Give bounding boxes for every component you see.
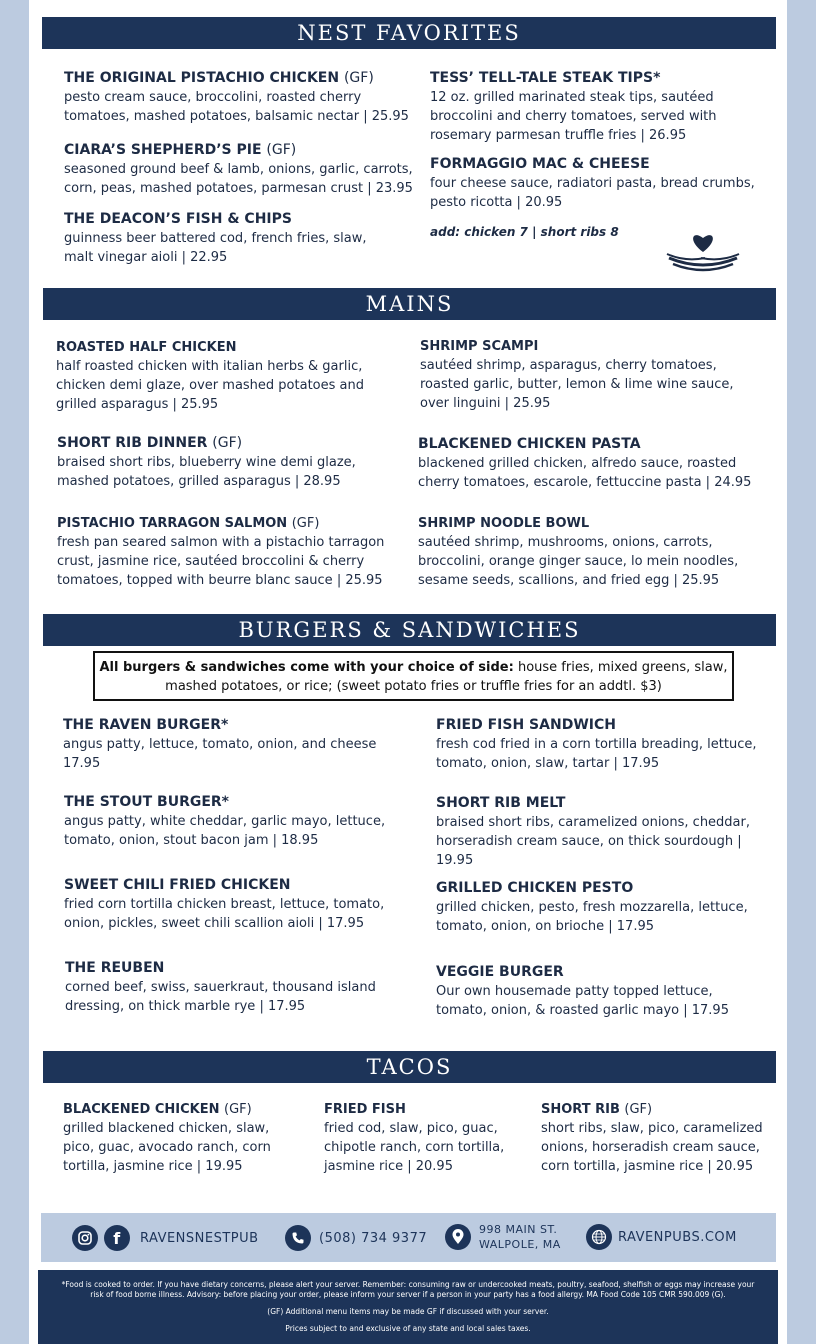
item-desc: 12 oz. grilled marinated steak tips, sautéed broccolini and cherry tomatoes, served with rosemary parmesan truffle fries | 26.95 (430, 90, 717, 143)
gf-note: (GF) Additional menu items may be made GF if discussed with your server. (267, 1307, 549, 1316)
menu-item (63, 716, 393, 773)
tax-note: Prices subject to and exclusive of any state and local sales taxes. (285, 1324, 531, 1333)
item-desc: corned beef, swiss, sauerkraut, thousand island dressing, on thick marble rye | 17.95 (65, 980, 376, 1014)
section-header-mains: MAINS (43, 288, 776, 320)
item-desc: pesto cream sauce, broccolini, roasted cherry tomatoes, mashed potatoes, balsamic nectar | 25.95 (64, 90, 409, 124)
menu-item (63, 1100, 293, 1176)
item-desc: grilled chicken, pesto, fresh mozzarella, lettuce, tomato, onion, on brioche | 17.95 (436, 900, 748, 934)
sides-note-text: mashed potatoes, or rice; (sweet potato fries or truffle fries for an addtl. $3) (165, 679, 662, 694)
item-desc: blackened grilled chicken, alfredo sauce, roasted cherry tomatoes, escarole, fettuccine pasta | 24.95 (418, 456, 752, 490)
menu-item (436, 794, 781, 870)
item-name: THE RAVEN BURGER* (63, 717, 229, 733)
phone (285, 1225, 427, 1251)
menu-item (418, 514, 748, 590)
instagram-icon[interactable] (72, 1225, 98, 1251)
phone-number[interactable]: (508) 734 9377 (319, 1230, 428, 1246)
globe-icon (586, 1224, 612, 1250)
menu-item (430, 155, 760, 212)
item-desc: Our own housemade patty topped lettuce, tomato, onion, & roasted garlic mayo | 17.95 (436, 984, 729, 1018)
menu-item (436, 716, 766, 773)
sides-note-text: house fries, mixed greens, slaw, (517, 660, 728, 675)
gf-tag: (GF) (266, 142, 297, 158)
item-desc: braised short ribs, caramelized onions, cheddar, horseradish cream sauce, on thick sourdough | 19.95 (436, 815, 750, 868)
item-name: GRILLED CHICKEN PESTO (436, 880, 634, 896)
menu-item (324, 1100, 524, 1176)
item-name: THE ORIGINAL PISTACHIO CHICKEN (64, 70, 340, 86)
section-header-burgers: BURGERS & SANDWICHES (43, 614, 776, 646)
item-desc: angus patty, white cheddar, garlic mayo, lettuce, tomato, onion, stout bacon jam | 18.95 (64, 814, 386, 848)
gf-tag: (GF) (224, 1102, 252, 1117)
nest-heart-icon (665, 228, 741, 274)
item-desc: guinness beer battered cod, french fries, slaw, malt vinegar aioli | 22.95 (64, 231, 367, 265)
item-name: SHRIMP SCAMPI (420, 339, 539, 354)
facebook-icon[interactable]: f (104, 1225, 130, 1251)
fine-print (38, 1270, 778, 1344)
menu-item (430, 69, 750, 145)
menu-item (57, 434, 387, 491)
item-desc: braised short ribs, blueberry wine demi glaze, mashed potatoes, grilled asparagus | 28.95 (57, 455, 356, 489)
item-name: SWEET CHILI FRIED CHICKEN (64, 877, 291, 893)
item-desc: short ribs, slaw, pico, caramelized onions, horseradish cream sauce, corn tortilla, jasmine rice | 20.95 (541, 1121, 763, 1174)
menu-item (436, 963, 746, 1020)
item-name: TESS’ TELL-TALE STEAK TIPS* (430, 70, 661, 86)
menu-page (29, 0, 787, 1344)
social-handle[interactable]: RAVENSNESTPUB (140, 1230, 259, 1246)
menu-item (541, 1100, 771, 1176)
section-header-nest-favorites: NEST FAVORITES (42, 17, 776, 49)
menu-item (56, 338, 386, 414)
item-name: BLACKENED CHICKEN PASTA (418, 436, 641, 452)
menu-item (65, 959, 395, 1016)
website-link[interactable]: RAVENPUBS.COM (618, 1229, 737, 1245)
gf-tag: (GF) (212, 435, 243, 451)
item-desc: seasoned ground beef & lamb, onions, garlic, carrots, corn, peas, mashed potatoes, parmesan crust | 23.95 (64, 162, 413, 196)
menu-item (436, 879, 766, 936)
gf-tag: (GF) (291, 516, 320, 531)
menu-item (64, 210, 394, 267)
item-name: SHORT RIB (541, 1102, 620, 1117)
item-name: BLACKENED CHICKEN (63, 1102, 220, 1117)
item-desc: four cheese sauce, radiatori pasta, bread crumbs, pesto ricotta | 20.95 (430, 176, 755, 210)
menu-item (420, 337, 750, 413)
address (445, 1222, 561, 1252)
website (586, 1224, 737, 1250)
menu-item (57, 514, 402, 590)
gf-tag: (GF) (343, 70, 374, 86)
menu-item (64, 793, 394, 850)
item-name: FRIED FISH (324, 1102, 406, 1117)
item-name: SHRIMP NOODLE BOWL (418, 516, 590, 531)
item-desc: fried cod, slaw, pico, guac, chipotle ranch, corn tortilla, jasmine rice | 20.95 (324, 1121, 505, 1174)
item-name: THE REUBEN (65, 960, 165, 976)
item-desc: half roasted chicken with italian herbs & garlic, chicken demi glaze, over mashed potatoes and grilled asparagus | 25.95 (56, 359, 364, 412)
item-name: SHORT RIB MELT (436, 795, 566, 811)
social-links (72, 1225, 259, 1251)
sides-note (93, 651, 734, 701)
item-name: THE STOUT BURGER* (64, 794, 230, 810)
item-name: FORMAGGIO MAC & CHEESE (430, 156, 650, 172)
item-desc: sautéed shrimp, mushrooms, onions, carrots, broccolini, orange ginger sauce, lo mein noodles, sesame seeds, scallions, and fried egg | 25.95 (418, 535, 739, 588)
add-ons: add: chicken 7 | short ribs 8 (430, 225, 619, 239)
gf-tag: (GF) (624, 1102, 653, 1117)
item-desc: sautéed shrimp, asparagus, cherry tomatoes, roasted garlic, butter, lemon & lime wine sauce, over linguini | 25.95 (420, 358, 734, 411)
address-line: 998 MAIN ST. (479, 1223, 558, 1236)
section-header-tacos: TACOS (43, 1051, 776, 1083)
menu-item (64, 876, 394, 933)
item-name: ROASTED HALF CHICKEN (56, 340, 237, 355)
sides-note-lead: All burgers & sandwiches come with your choice of side: (99, 660, 514, 675)
item-name: SHORT RIB DINNER (57, 435, 208, 451)
item-name: FRIED FISH SANDWICH (436, 717, 616, 733)
address-line: WALPOLE, MA (479, 1238, 561, 1251)
menu-item (418, 435, 763, 492)
phone-icon (285, 1225, 311, 1251)
item-name: PISTACHIO TARRAGON SALMON (57, 516, 288, 531)
menu-item (64, 141, 419, 198)
item-desc: grilled blackened chicken, slaw, pico, guac, avocado ranch, corn tortilla, jasmine rice | 19.95 (63, 1121, 271, 1174)
item-desc: fresh cod fried in a corn tortilla breading, lettuce, tomato, onion, slaw, tartar | 17.95 (436, 737, 757, 771)
item-name: VEGGIE BURGER (436, 964, 564, 980)
item-desc: fresh pan seared salmon with a pistachio tarragon crust, jasmine rice, sautéed broccolini & cherry tomatoes, topped with beurre blanc sauce | 25.95 (57, 535, 385, 588)
item-name: CIARA’S SHEPHERD’S PIE (64, 142, 262, 158)
disclaimer-text: *Food is cooked to order. If you have dietary concerns, please alert your server. Remember: consuming raw or undercooked meats, poultry, seafood, shelfish or eggs may increase your risk of food borne illness. Advisory: before placing your order, please inform your server if a person in your party has a food allergy. MA Food Code 105 CMR 590.009 (G). (61, 1280, 755, 1299)
item-desc: fried corn tortilla chicken breast, lettuce, tomato, onion, pickles, sweet chili scallion aioli | 17.95 (64, 897, 385, 931)
menu-item (64, 69, 419, 126)
item-name: THE DEACON’S FISH & CHIPS (64, 211, 292, 227)
location-pin-icon (445, 1224, 471, 1250)
item-desc: angus patty, lettuce, tomato, onion, and cheese 17.95 (63, 737, 377, 771)
